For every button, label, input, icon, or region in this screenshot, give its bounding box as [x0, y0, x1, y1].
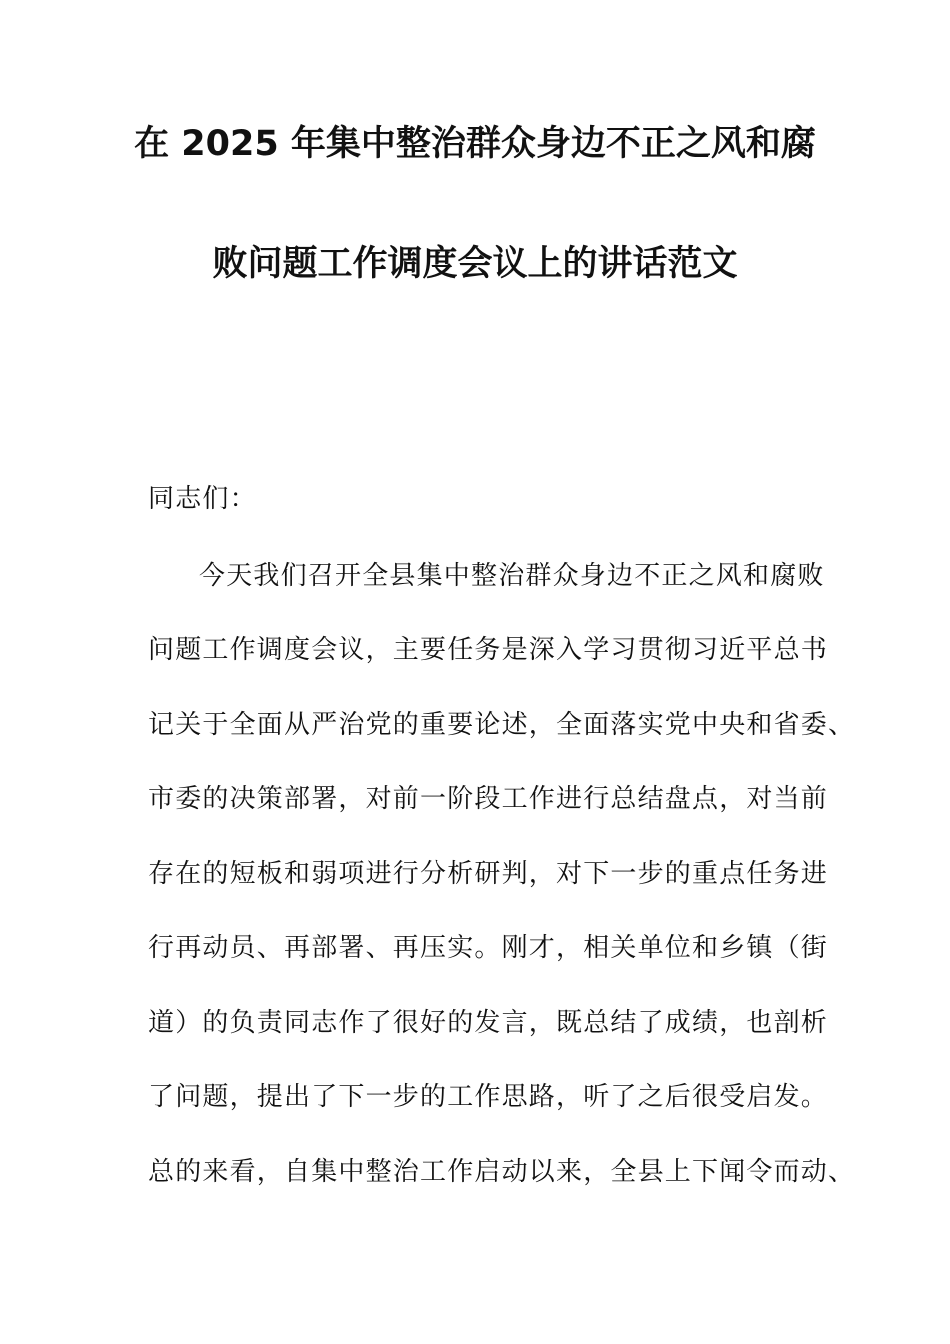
- paragraph-line: 今天我们召开全县集中整治群众身边不正之风和腐败: [199, 561, 825, 591]
- greeting: 同志们：: [148, 484, 257, 514]
- paragraph-line: 问题工作调度会议，主要任务是深入学习贯彻习近平总书: [148, 635, 829, 665]
- document-title-line-2: 败问题工作调度会议上的讲话范文: [212, 244, 738, 284]
- paragraph-line: 市委的决策部署，对前一阶段工作进行总结盘点，对当前: [148, 784, 829, 814]
- document-title-line-1: 在 2025 年集中整治群众身边不正之风和腐: [134, 124, 816, 164]
- paragraph-line: 了问题，提出了下一步的工作思路，听了之后很受启发。: [148, 1082, 829, 1112]
- paragraph-line: 存在的短板和弱项进行分析研判，对下一步的重点任务进: [148, 859, 829, 889]
- paragraph-line: 道）的负责同志作了很好的发言，既总结了成绩，也剖析: [148, 1008, 829, 1038]
- paragraph-line: 记关于全面从严治党的重要论述，全面落实党中央和省委、: [148, 710, 856, 740]
- paragraph-line: 行再动员、再部署、再压实。刚才，相关单位和乡镇（街: [148, 933, 829, 963]
- paragraph-line: 总的来看，自集中整治工作启动以来，全县上下闻令而动、: [148, 1157, 856, 1187]
